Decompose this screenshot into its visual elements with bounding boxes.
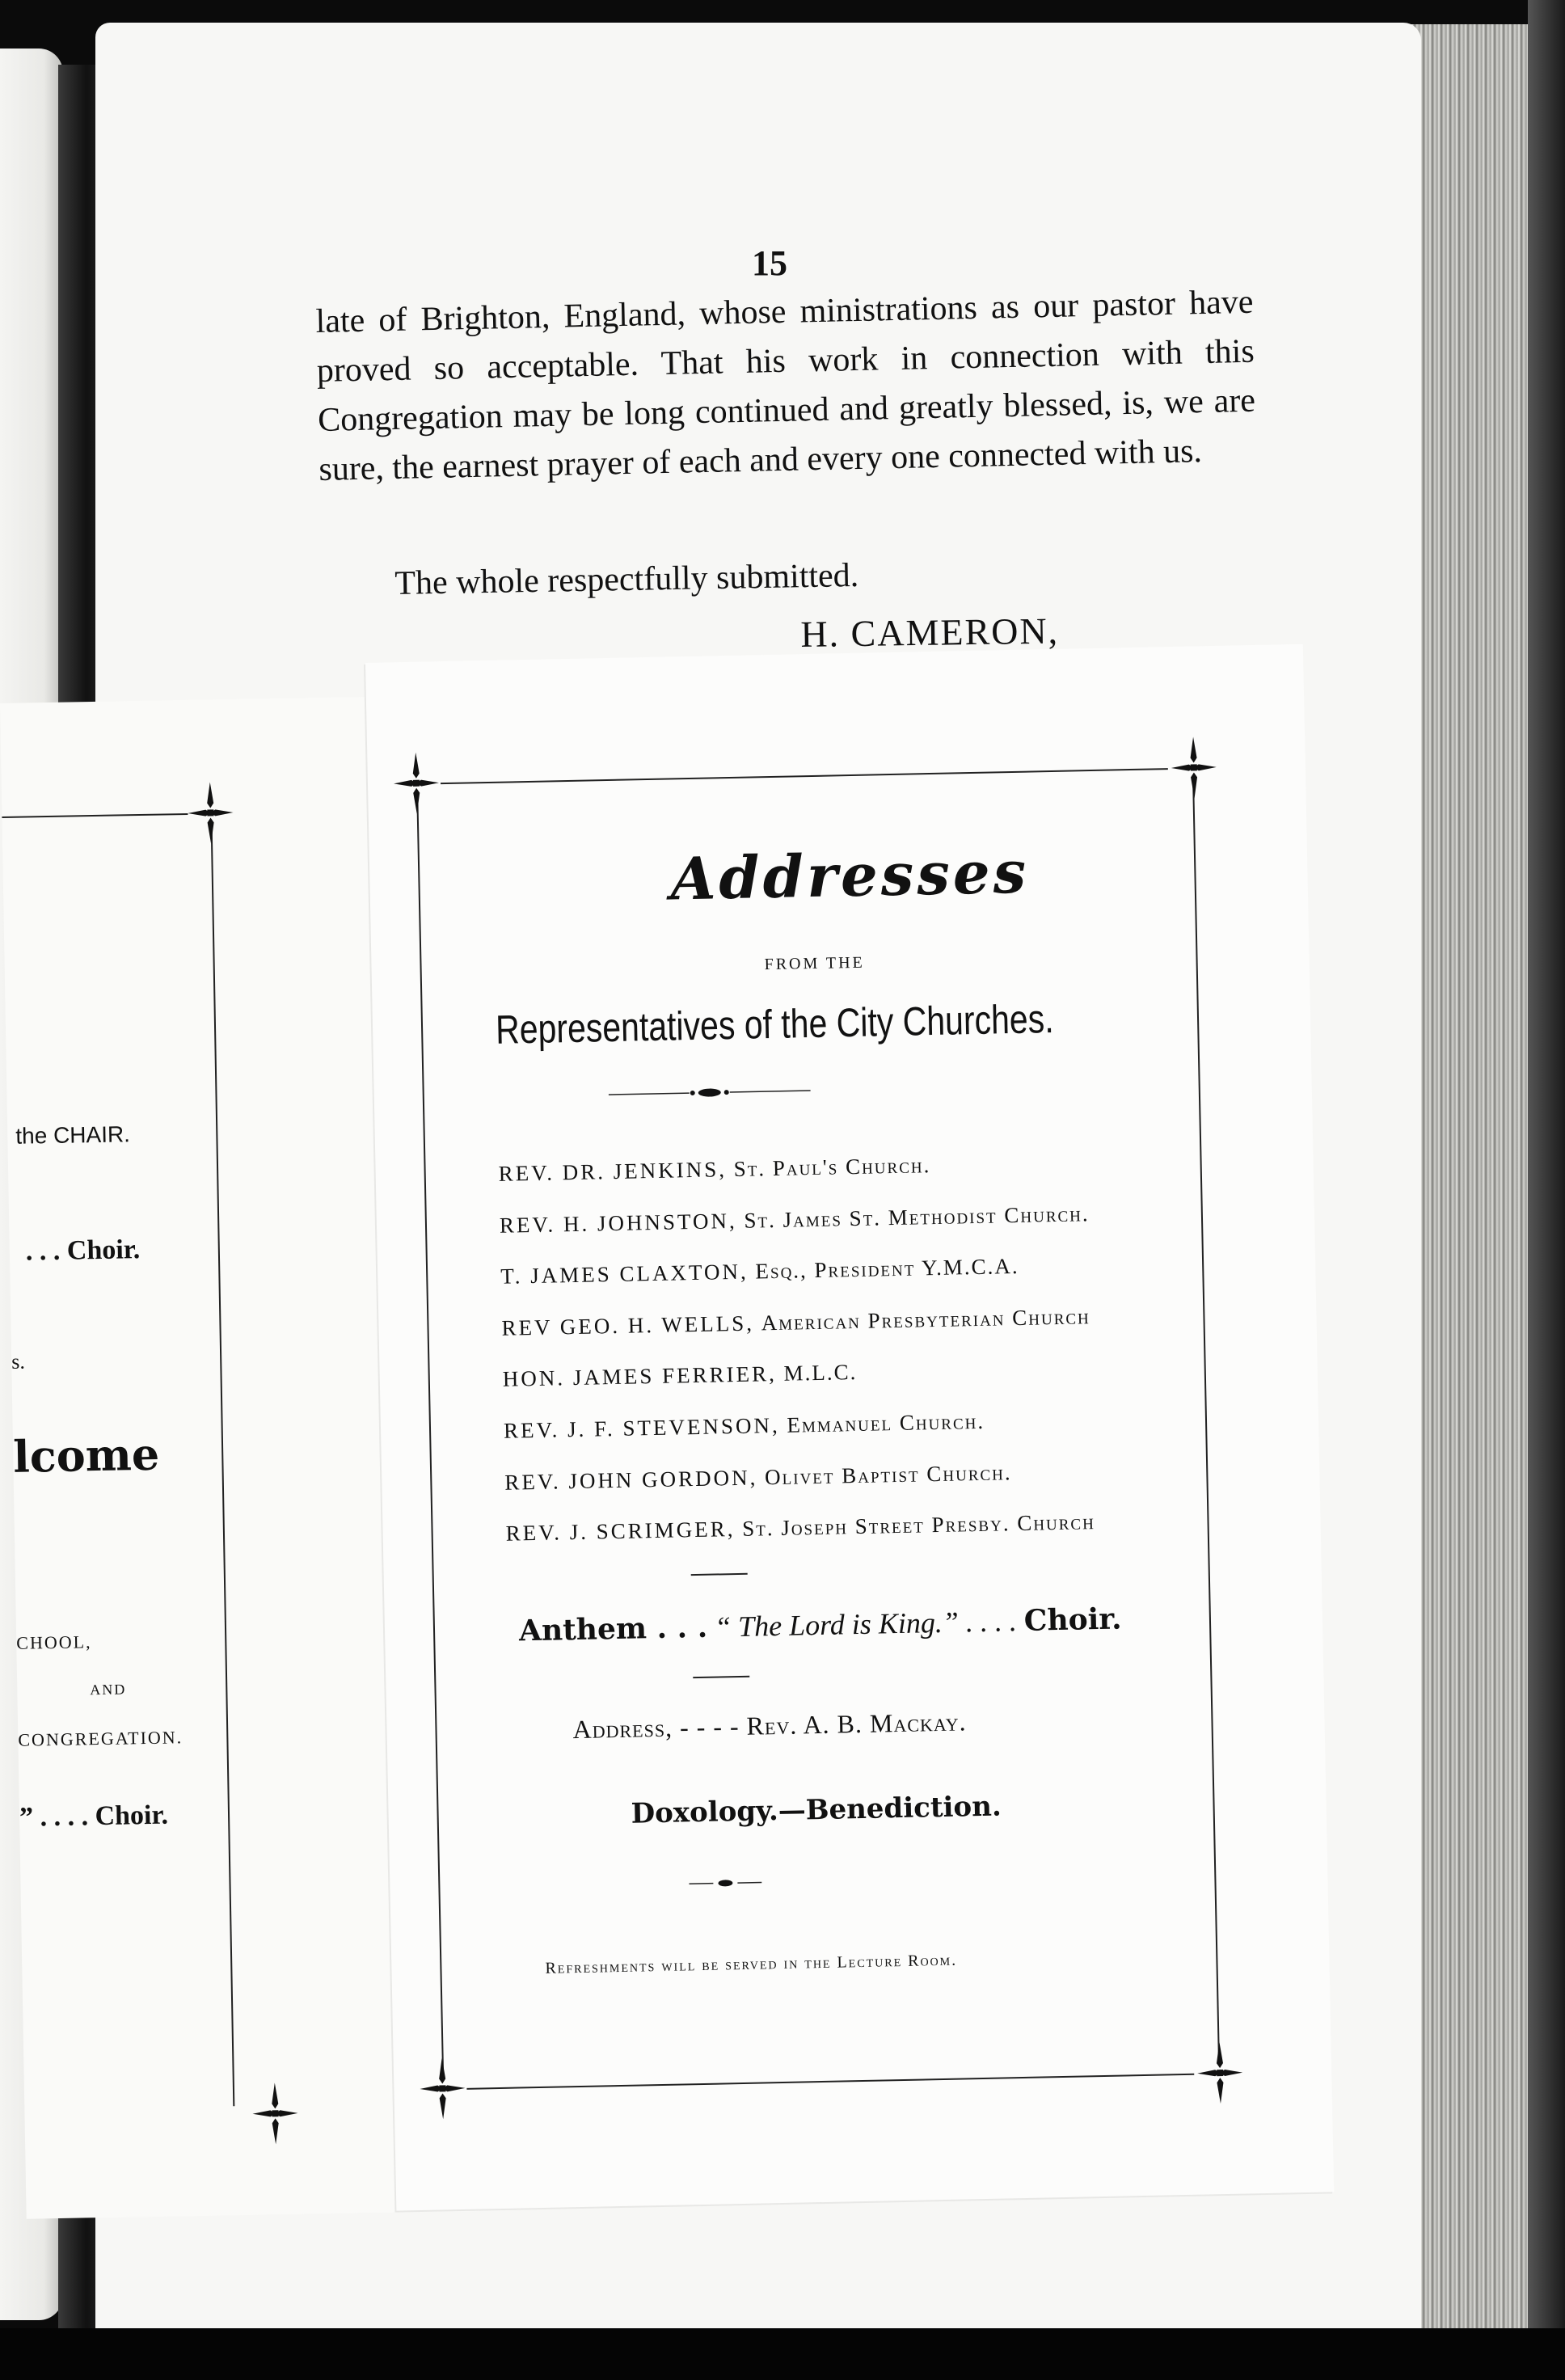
corner-ornament-icon	[186, 780, 235, 846]
programme-subheading: Representatives of the City Churches.	[495, 996, 1055, 1053]
page-edges	[1408, 24, 1546, 2344]
left-card-fragment: s.	[11, 1349, 26, 1374]
representative-name: REV. J. F. STEVENSON,	[503, 1412, 780, 1443]
left-card-and: AND	[90, 1681, 127, 1698]
signature-name: H. CAMERON,	[800, 610, 1060, 655]
corner-ornament-icon	[251, 2081, 300, 2146]
frame-bottom-line	[466, 2074, 1194, 2090]
frame-top-line	[441, 768, 1168, 784]
frame-left-line	[416, 800, 444, 2073]
body-paragraph: late of Brighton, England, whose ministrations as our pastor have proved so acceptable. That his work in connection with this Congregation may be long continued and greatly blessed, is, we are sure, the earnest prayer of each and every one connected with us.	[315, 283, 1256, 488]
frame-right-line	[211, 821, 235, 2106]
address-line	[572, 1707, 967, 1745]
left-card-welcome: lcome	[12, 1428, 160, 1483]
representative-church: American Presbyterian Church	[761, 1303, 1090, 1336]
representative-church: St. Paul's Church.	[733, 1153, 931, 1181]
background-bottom	[0, 2328, 1565, 2380]
refreshments-note: Refreshments will be served in the Lecture Room.	[545, 1951, 958, 1977]
programme-card	[365, 644, 1334, 2211]
divider-ornament-icon	[689, 1876, 761, 1890]
representative-church: St. Joseph Street Presby. Church	[741, 1509, 1096, 1542]
representatives-list	[498, 1150, 1096, 1572]
representative-name: REV. J. SCRIMGER,	[505, 1517, 736, 1546]
representative-church: M.L.C.	[783, 1360, 858, 1386]
address-label: Address, - - - -	[572, 1711, 740, 1745]
book-cover-edge	[1528, 0, 1565, 2380]
list-item	[505, 1509, 1096, 1572]
representative-church: St. James St. Methodist Church.	[744, 1201, 1090, 1233]
divider-ornament-icon	[609, 1082, 811, 1103]
left-card-choir: . . . Choir.	[25, 1234, 141, 1267]
anthem-line	[519, 1601, 1122, 1648]
representative-church: Olivet Baptist Church.	[764, 1459, 1012, 1489]
left-card-choir: ” . . . . Choir.	[19, 1800, 169, 1833]
representative-name: T. JAMES CLAXTON,	[500, 1259, 749, 1289]
from-the-label: FROM THE	[764, 953, 866, 974]
frame-top-line	[2, 813, 188, 818]
anthem-label: Anthem . . .	[518, 1610, 708, 1648]
anthem-title: “ The Lord is King.” . . . .	[714, 1605, 1018, 1644]
representative-name: REV GEO. H. WELLS,	[501, 1310, 755, 1340]
closing-line: The whole respectfully submitted.	[394, 556, 859, 602]
representative-church: Emmanuel Church.	[787, 1408, 985, 1437]
corner-ornament-icon	[1195, 2040, 1245, 2106]
anthem-choir: Choir.	[1023, 1601, 1122, 1638]
left-card-congregation: CONGREGATION.	[18, 1727, 183, 1750]
page-number: 15	[752, 243, 787, 283]
left-card-school: CHOOL,	[16, 1631, 92, 1653]
left-card-chair: the CHAIR.	[15, 1121, 131, 1149]
representative-name: REV. DR. JENKINS,	[498, 1157, 728, 1186]
representative-name: REV. JOHN GORDON,	[504, 1465, 758, 1495]
corner-ornament-icon	[1169, 735, 1219, 800]
representative-church: Esq., President Y.M.C.A.	[755, 1254, 1019, 1284]
representative-name: HON. JAMES FERRIER,	[502, 1361, 778, 1392]
representative-name: REV. H. JOHNSTON,	[499, 1208, 738, 1238]
short-rule	[691, 1573, 748, 1576]
doxology-benediction: Doxology.—Benediction.	[631, 1790, 1002, 1830]
corner-ornament-icon	[391, 750, 441, 816]
programme-heading: Addresses	[669, 837, 1030, 914]
corner-ornament-icon	[418, 2056, 468, 2121]
short-rule	[693, 1676, 749, 1678]
frame-right-line	[1192, 783, 1220, 2057]
address-speaker: Rev. A. B. Mackay.	[746, 1707, 967, 1741]
